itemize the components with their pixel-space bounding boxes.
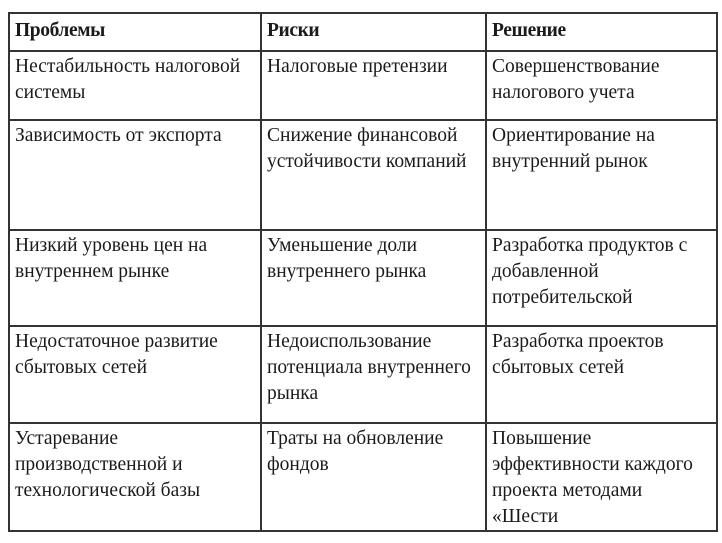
table-row bbox=[9, 423, 717, 531]
cell-text: Налоговые претензии bbox=[267, 56, 448, 77]
cell-solution bbox=[486, 326, 717, 423]
cell-text: Уменьшение доли внутреннего рынка bbox=[267, 235, 427, 282]
cell-text: Повышение эффективности каждого проекта методами «Шести bbox=[492, 428, 693, 527]
cell-risk bbox=[261, 423, 486, 531]
cell-risk bbox=[261, 230, 486, 326]
header-text: Решение bbox=[492, 20, 566, 41]
cell-text: Совершенствование налогового учета bbox=[492, 56, 660, 103]
table-row bbox=[9, 230, 717, 326]
cell-solution bbox=[486, 51, 717, 120]
cell-text: Низкий уровень цен на внутреннем рынке bbox=[15, 235, 208, 282]
cell-text: Ориентирование на внутренний рынок bbox=[492, 125, 655, 172]
cell-text: Разработка продуктов с добавленной потребительской bbox=[492, 235, 688, 308]
problems-risks-solutions-table bbox=[8, 12, 718, 532]
cell-text: Снижение финансовой устойчивости компаний bbox=[267, 125, 467, 172]
cell-text: Зависимость от экспорта bbox=[15, 125, 222, 146]
header-risks bbox=[261, 13, 486, 51]
cell-text: Разработка проектов сбытовых сетей bbox=[492, 331, 664, 378]
cell-problem bbox=[9, 423, 261, 531]
cell-solution bbox=[486, 230, 717, 326]
cell-solution bbox=[486, 423, 717, 531]
cell-risk bbox=[261, 326, 486, 423]
cell-text: Траты на обновление фондов bbox=[267, 428, 444, 475]
cell-text: Устаревание производственной и технологической базы bbox=[15, 428, 201, 501]
cell-problem bbox=[9, 120, 261, 230]
cell-text: Недостаточное развитие сбытовых сетей bbox=[15, 331, 218, 378]
table-header-row bbox=[9, 13, 717, 51]
cell-risk bbox=[261, 120, 486, 230]
table-row bbox=[9, 120, 717, 230]
table-row bbox=[9, 326, 717, 423]
header-solution bbox=[486, 13, 717, 51]
cell-text: Нестабильность налоговой системы bbox=[15, 56, 241, 103]
header-problems bbox=[9, 13, 261, 51]
cell-problem bbox=[9, 51, 261, 120]
cell-problem bbox=[9, 230, 261, 326]
header-text: Риски bbox=[267, 20, 320, 41]
cell-text: Недоиспользование потенциала внутреннего рынка bbox=[267, 331, 471, 404]
cell-problem bbox=[9, 326, 261, 423]
cell-risk bbox=[261, 51, 486, 120]
table-row bbox=[9, 51, 717, 120]
cell-solution bbox=[486, 120, 717, 230]
header-text: Проблемы bbox=[15, 20, 105, 41]
